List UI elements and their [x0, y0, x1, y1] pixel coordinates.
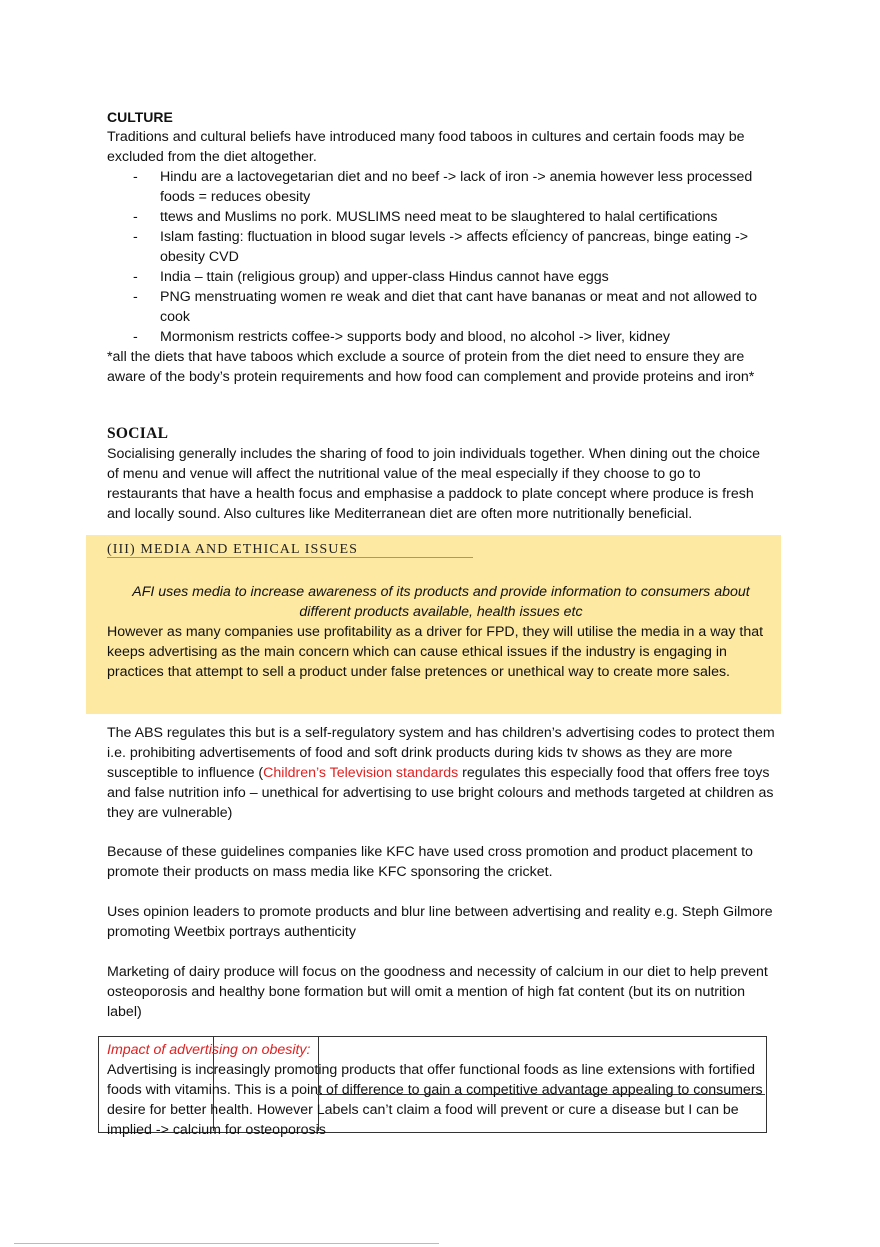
media-title: (III) MEDIA AND ETHICAL ISSUES [107, 542, 359, 557]
paragraph: Marketing of dairy produce will focus on the goodness and necessity of calcium in our diet to help prevent osteoporosis and healthy bone formation but will omit a mention of high fat content (but its on nutrition label) [107, 964, 768, 1020]
opinion-paragraph [107, 902, 775, 942]
list-item: - Islam fasting: fluctuation in blood sugar levels -> affects efÏciency of pancreas, binge eating -> obesity CVD [107, 227, 775, 267]
culture-heading: CULTURE [107, 109, 173, 125]
abs-red-text: Children’s Television standards [263, 765, 459, 781]
media-body [107, 582, 775, 682]
social-text: Socialising generally includes the sharing of food to join individuals together. When dining out the choice of menu and venue will affect the nutritional value of the meal especially if they choose to go to restaurants that have a health focus and emphasise a paddock to plate concept where produce is fresh and locally sound. Also cultures like Mediterranean diet are often more nutritionally beneficial. [107, 446, 761, 522]
obesity-text: Advertising is increasingly promoting products that offer functional foods as line extensions with fortified foods with vitamins. This is a point of difference to gain a competitive advantage appealing to consumers desire for better health. However Labels can’t claim a food will prevent or cure a disease but I can be implied -> calcium for osteoporosis [107, 1062, 763, 1138]
culture-intro: Traditions and cultural beliefs have introduced many food taboos in cultures and certain foods may be excluded from the diet altogether. [107, 129, 745, 165]
abs-text-after: regulates this especially food that offers free toys and false nutrition info – unethical for advertising to use bright colours and methods targeted at children as they are vulnerable) [107, 765, 774, 821]
dairy-paragraph [107, 962, 775, 1022]
paragraph: Because of these guidelines companies like KFC have used cross promotion and product placement to promote their products on mass media like KFC sponsoring the cricket. [107, 844, 753, 880]
social-heading: SOCIAL [107, 425, 169, 442]
title-underline [107, 557, 473, 558]
list-item: - Mormonism restricts coffee-> supports body and blood, no alcohol -> liver, kidney [107, 327, 775, 347]
media-text: However as many companies use profitability as a driver for FPD, they will utilise the media in a way that keeps advertising as the main concern which can cause ethical issues if the industry is engaging in practices that attempt to sell a product under false pretences or unethical way to create more sales. [107, 624, 764, 680]
obesity-heading: Impact of advertising on obesity: [107, 1042, 311, 1058]
paragraph: Uses opinion leaders to promote products and blur line between advertising and reality e.g. Steph Gilmore promoting Weetbix portrays authenticity [107, 904, 773, 940]
social-section [107, 424, 775, 524]
footer-divider [14, 1243, 439, 1244]
list-item: - PNG menstruating women re weak and diet that cant have bananas or meat and not allowed to cook [107, 287, 775, 327]
list-item: - Hindu are a lactovegetarian diet and no beef -> lack of iron -> anemia however less processed foods = reduces obesity [107, 167, 775, 207]
list-item: - ttews and Muslims no pork. MUSLIMS need meat to be slaughtered to halal certifications [107, 207, 775, 227]
list-item: - India – ttain (religious group) and upper-class Hindus cannot have eggs [107, 267, 775, 287]
media-italic-line: AFI uses media to increase awareness of its products and provide information to consumers about different products available, health issues etc [132, 584, 750, 620]
culture-note: *all the diets that have taboos which exclude a source of protein from the diet need to ensure they are aware of the body’s protein requirements and how food can complement and provide proteins and iron* [107, 349, 755, 385]
kfc-paragraph [107, 842, 775, 882]
culture-section [107, 107, 775, 387]
abs-section [107, 723, 775, 823]
culture-list [107, 167, 775, 347]
abs-paragraph [107, 723, 775, 823]
abs-text-before: The ABS regulates this but is a self-regulatory system and has children’s advertising codes to protect them i.e. prohibiting advertisements of food and soft drink products during kids tv shows as they are more susceptible to influence ( [107, 725, 775, 781]
obesity-section [107, 1040, 775, 1140]
